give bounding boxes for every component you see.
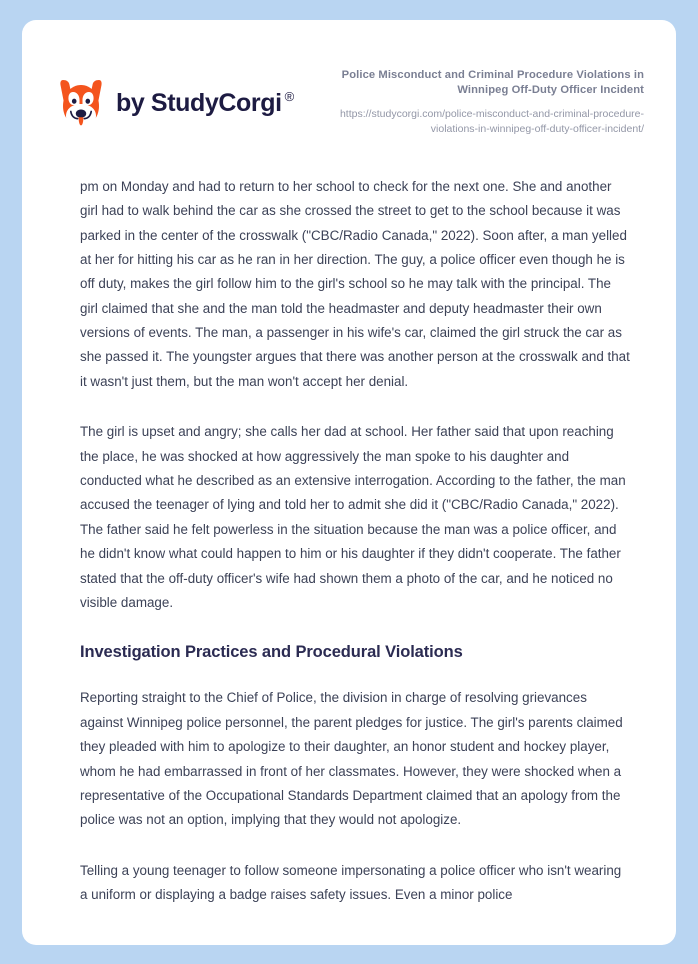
document-body — [22, 175, 676, 908]
brand-wordmark — [116, 88, 295, 117]
body-paragraph: Reporting straight to the Chief of Police, the division in charge of resolving grievances against Winnipeg police personnel, the parent pledges for justice. The girl's parents claimed they pleaded with him to apologize to their daughter, an honor student and hockey player, whom he had embarrassed in front of her classmates. However, they were shocked when a representative of the Occupational Standards Department claimed that an apology from the police was not an option, implying that they would not apologize. — [80, 690, 623, 828]
body-paragraph: The girl is upset and angry; she calls her dad at school. Her father said that upon reaching the place, he was shocked at how aggressively the man spoke to his daughter and conducted what he described as an extensive interrogation. According to the father, the man accused the teenager of lying and told her to admit she did it ("CBC/Radio Canada," 2022). The father said he felt powerless in the situation because the man was a police officer, and he didn't know what could happen to him or his daughter if they didn't cooperate. The father stated that the off-duty officer's wife had shown them a photo of the car, and he noticed no visible damage. — [80, 424, 626, 610]
brand-lockup — [58, 60, 294, 128]
header-meta — [294, 60, 662, 137]
body-paragraph: Telling a young teenager to follow someone impersonating a police officer who isn't wearing a uniform or displaying a badge raises safety issues. Even a minor police — [80, 862, 622, 903]
registered-trademark-icon: ® — [284, 88, 295, 104]
document-header — [22, 20, 676, 137]
corgi-face-logo-icon — [58, 78, 104, 128]
page-title: Police Misconduct and Criminal Procedure Violations in Winnipeg Off-Duty Officer Incident — [341, 69, 644, 97]
section-heading: Investigation Practices and Procedural Violations — [80, 643, 463, 662]
brand-name: by StudyCorgi — [116, 88, 282, 117]
document-page-card — [22, 20, 676, 945]
source-url: https://studycorgi.com/police-misconduct-and-criminal-procedure-violations-in-winnipeg-off-duty-officer-incident/ — [339, 107, 644, 135]
body-paragraph: pm on Monday and had to return to her school to check for the next one. She and another girl had to walk behind the car as she crossed the street to get to the school because it was parked in the center of the crosswalk ("CBC/Radio Canada," 2022). Soon after, a man yelled at her for hitting his car as he ran in her direction. The guy, a police officer even though he is off duty, makes the girl follow him to the girl's school so he may talk with the principal. The girl claimed that she and the man told the headmaster and deputy headmaster their own versions of events. The man, a passenger in his wife's car, claimed the girl struck the car as she passed it. The youngster argues that there was another person at the crosswalk and that it wasn't just them, but the man won't accept her denial. — [80, 178, 630, 389]
